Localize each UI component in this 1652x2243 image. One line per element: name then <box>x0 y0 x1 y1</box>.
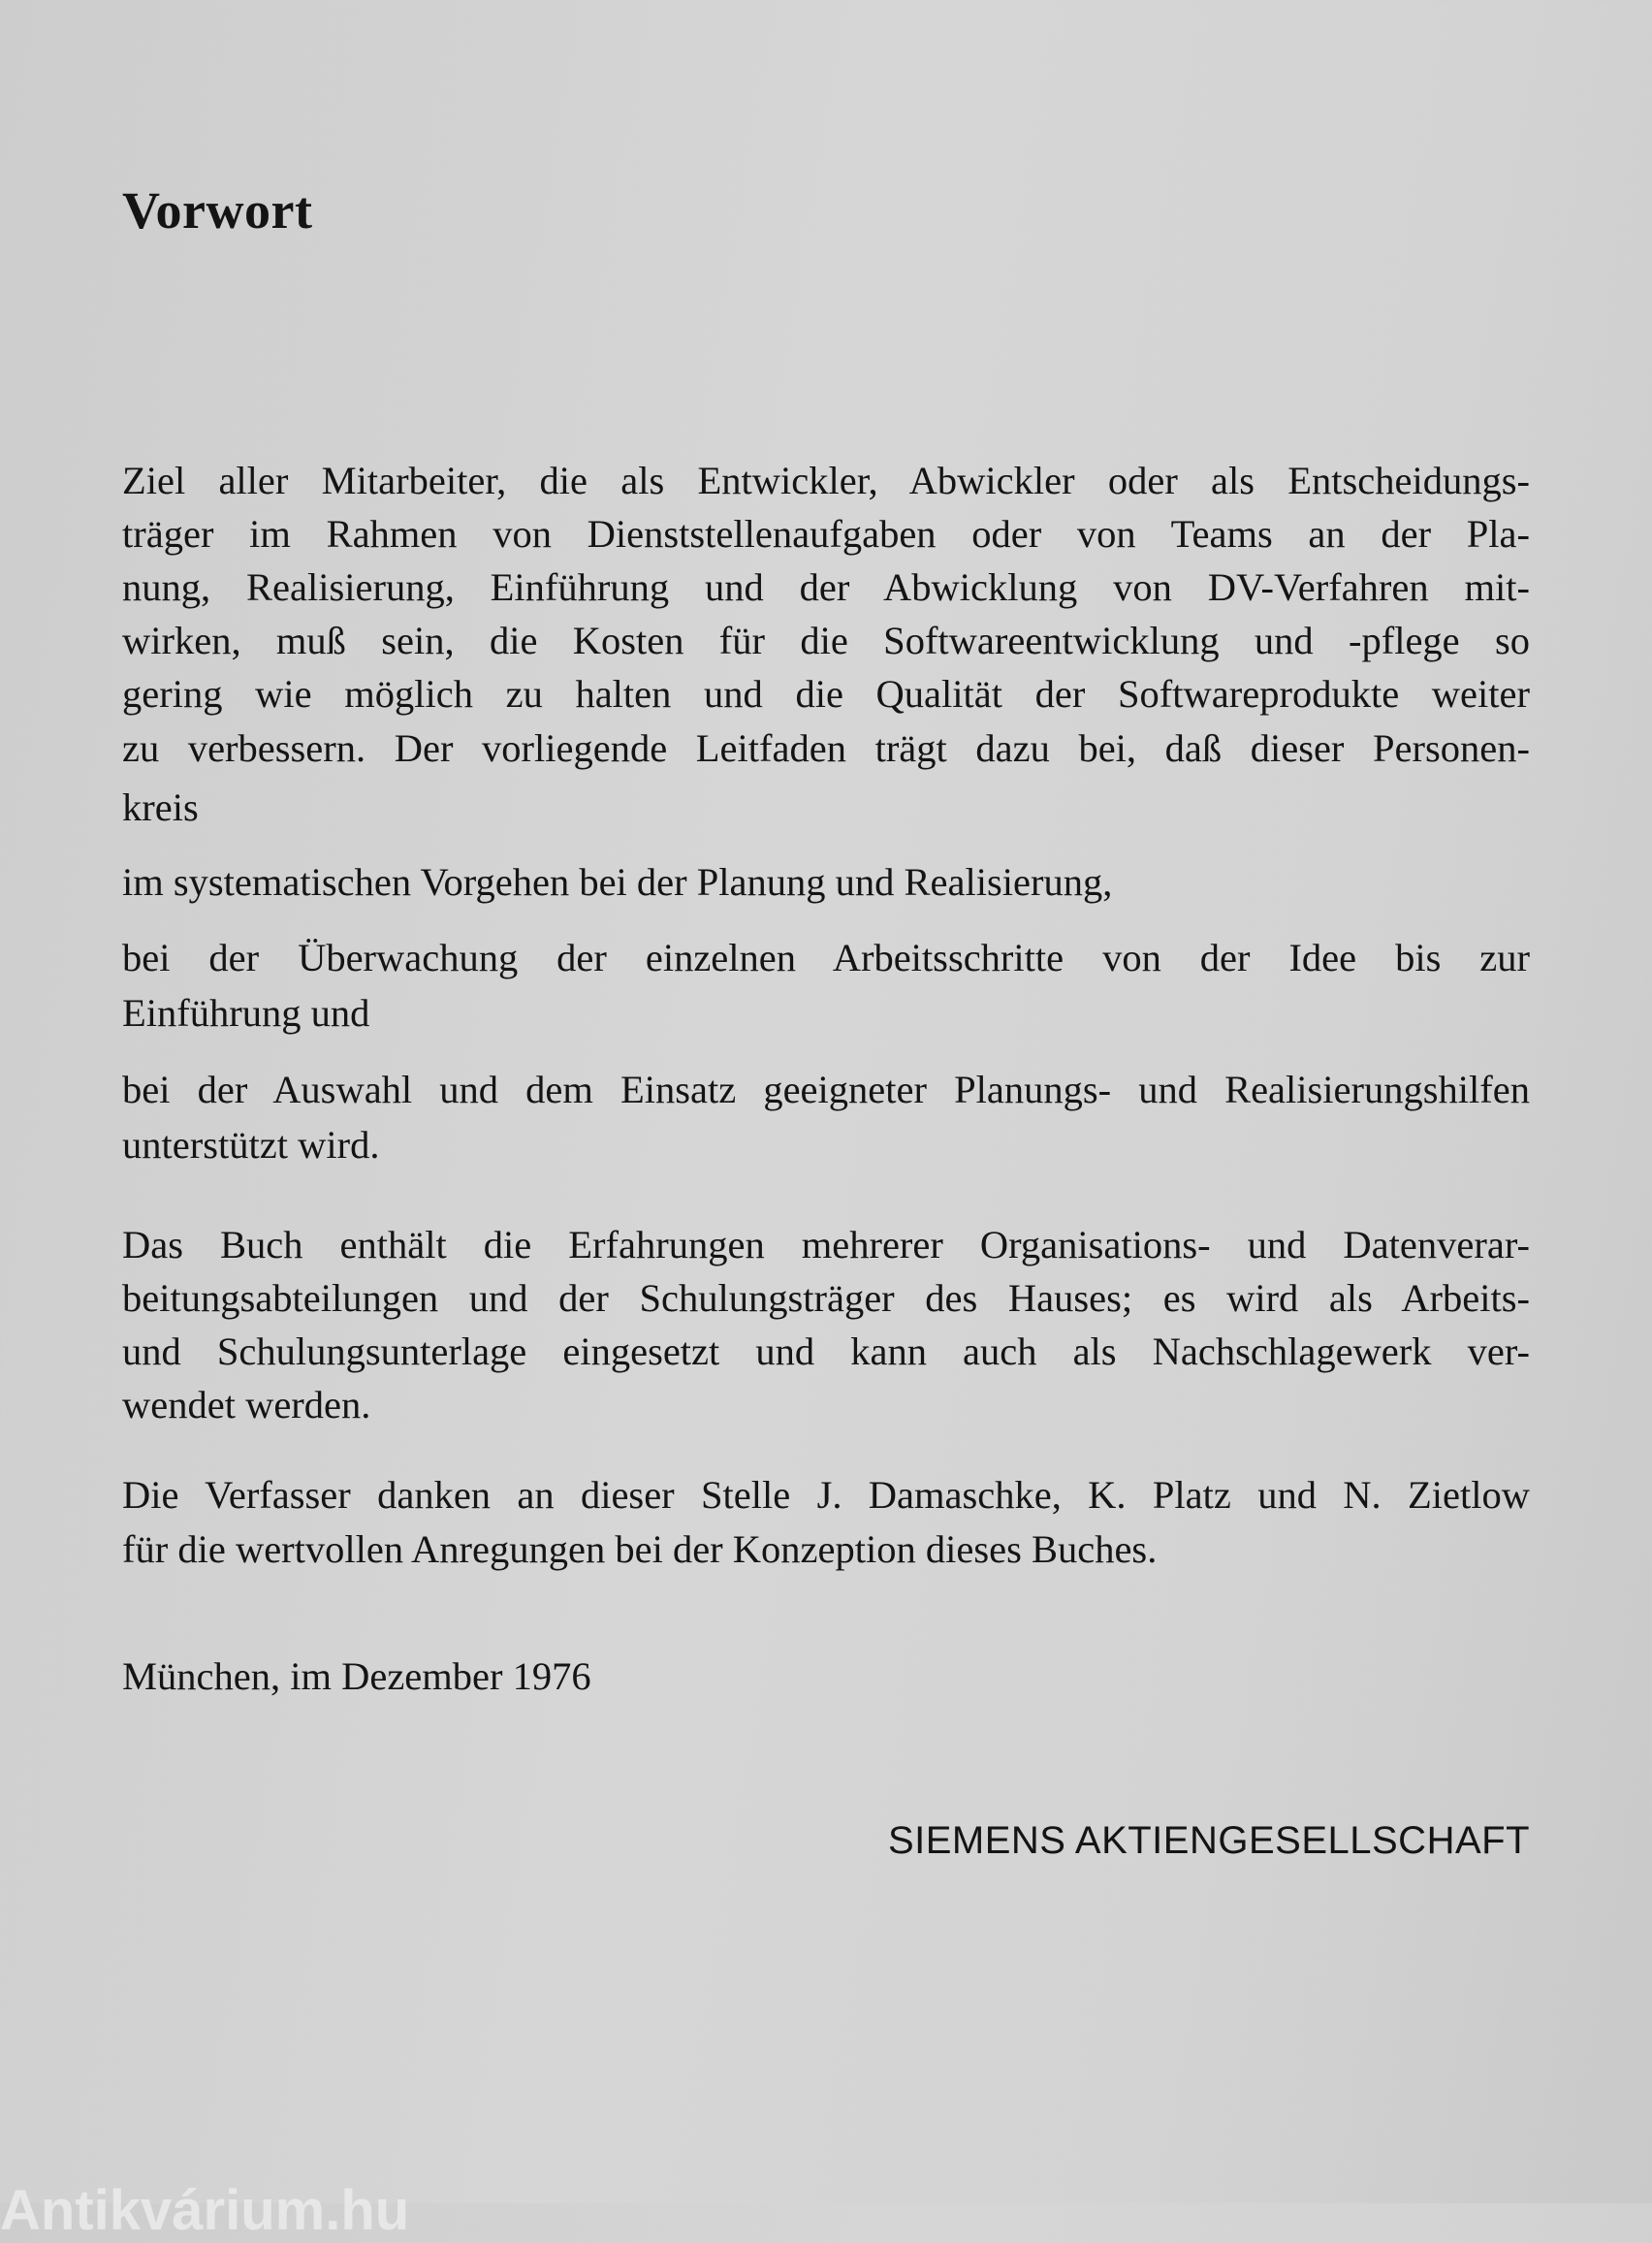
text-line: kreis <box>122 785 199 829</box>
text-line: Einführung und <box>122 991 370 1035</box>
text-line: wendet werden. <box>122 1383 371 1426</box>
place-date: München, im Dezember 1976 <box>122 1654 591 1698</box>
text-line: wirken, muß sein, die Kosten für die Softwareentwicklung und -pflege so <box>122 619 1530 662</box>
page-title: Vorwort <box>122 181 313 240</box>
text-line: Das Buch enthält die Erfahrungen mehrerer Organisations- und Datenverar- <box>122 1223 1530 1266</box>
text-line: für die wertvollen Anregungen bei der Konzeption dieses Buches. <box>122 1527 1158 1571</box>
text-line: Ziel aller Mitarbeiter, die als Entwickler, Abwickler oder als Entscheidungs- <box>122 459 1530 502</box>
text-line: Die Verfasser danken an dieser Stelle J. Damaschke, K. Platz und N. Zietlow <box>122 1473 1530 1517</box>
text-line: bei der Auswahl und dem Einsatz geeigneter Planungs- und Realisierungshilfen <box>122 1068 1530 1111</box>
text-line: gering wie möglich zu halten und die Qualität der Softwareprodukte weiter <box>122 672 1530 716</box>
text-line: im systematischen Vorgehen bei der Planung und Realisierung, <box>122 860 1113 904</box>
text-line: und Schulungsunterlage eingesetzt und kann auch als Nachschlagewerk ver- <box>122 1330 1530 1373</box>
signature: SIEMENS AKTIENGESELLSCHAFT <box>887 1819 1530 1862</box>
text-line: zu verbessern. Der vorliegende Leitfaden trägt dazu bei, daß dieser Personen- <box>122 726 1530 770</box>
watermark: Antikvárium.hu <box>0 2179 410 2242</box>
text-line: bei der Überwachung der einzelnen Arbeitsschritte von der Idee bis zur <box>122 936 1530 979</box>
text-line: nung, Realisierung, Einführung und der Abwicklung von DV-Verfahren mit- <box>122 565 1530 609</box>
text-line: träger im Rahmen von Dienststellenaufgaben oder von Teams an der Pla- <box>122 512 1530 556</box>
text-line: beitungsabteilungen und der Schulungsträger des Hauses; es wird als Arbeits- <box>122 1276 1530 1320</box>
text-line: unterstützt wird. <box>122 1123 380 1167</box>
